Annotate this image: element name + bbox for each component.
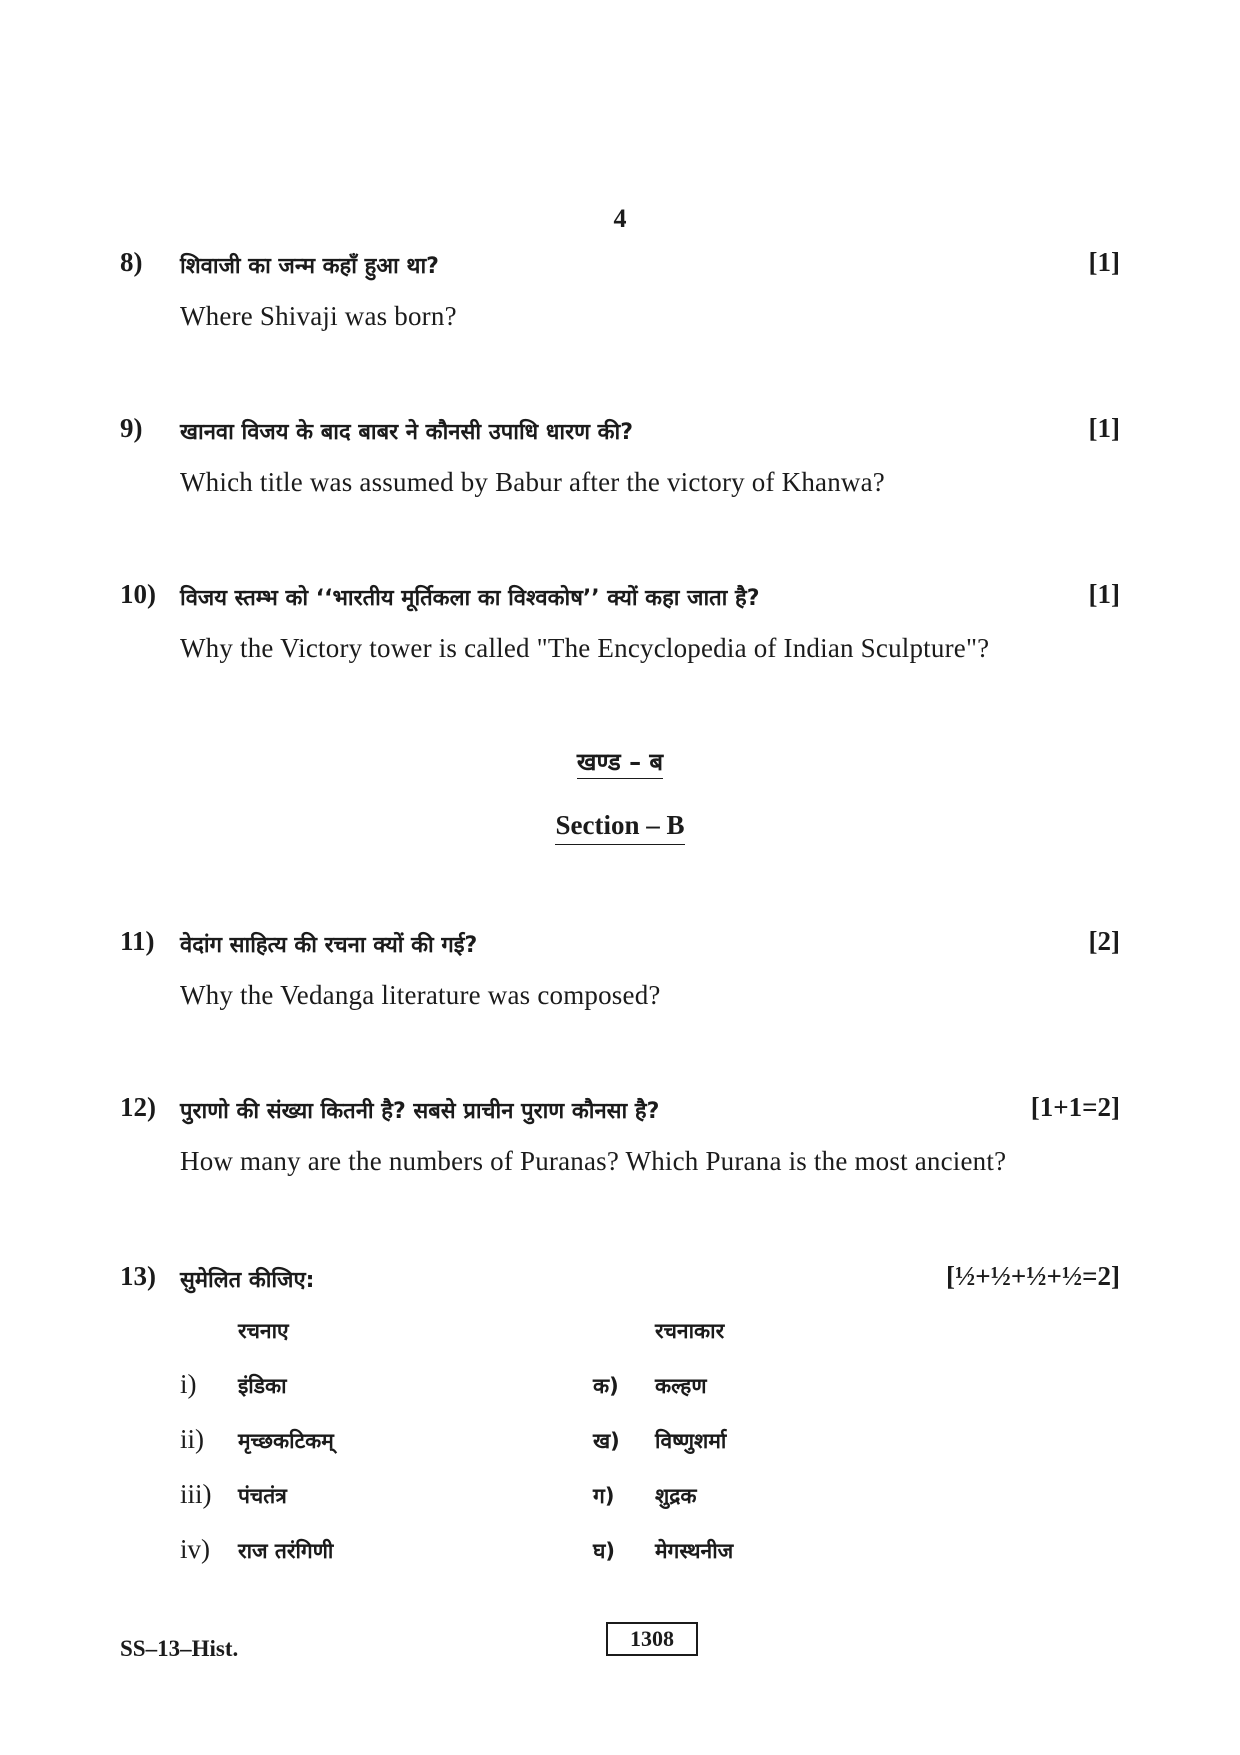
question-11-hindi: वेदांग साहित्य की रचना क्यों की गई? [180,933,478,958]
question-12-hindi: पुराणो की संख्या कितनी है? सबसे प्राचीन पुराण कौनसा है? [180,1099,660,1124]
match-row-3-letter: ग) [593,1484,615,1508]
question-8-hindi: शिवाजी का जन्म कहाँ हुआ था? [180,254,439,279]
page-number: 4 [613,204,627,233]
question-9-hindi: खानवा विजय के बाद बाबर ने कौनसी उपाधि धारण की? [180,420,633,445]
section-heading-english-text: Section – B [555,811,684,845]
match-row-3-author: शुद्रक [655,1484,697,1508]
footer-paper-code: SS–13–Hist. [120,1636,239,1661]
match-row-2-roman: ii) [180,1424,204,1454]
section-heading-hindi [0,748,1240,779]
question-13-number: 13) [120,1261,156,1291]
question-13-hindi: सुमेलित कीजिए: [180,1268,315,1293]
match-row-2-letter: ख) [593,1429,620,1453]
question-11-number: 11) [120,926,155,956]
question-10-english: Why the Victory tower is called "The Encyclopedia of Indian Sculpture"? [180,633,990,663]
match-row-1-letter: क) [593,1374,619,1398]
question-10-marks: [1] [1088,579,1120,609]
match-row-1-roman: i) [180,1369,197,1399]
match-row-3-work: पंचतंत्र [238,1484,287,1508]
match-left-heading: रचनाए [238,1319,289,1343]
question-8-marks: [1] [1088,247,1120,277]
match-row-4-author: मेगस्थनीज [655,1539,734,1563]
question-9-marks: [1] [1088,413,1120,443]
match-row-2-author: विष्णुशर्मा [655,1429,727,1453]
footer-code-box: 1308 [606,1622,698,1656]
question-11-english: Why the Vedanga literature was composed? [180,980,661,1010]
match-right-heading: रचनाकार [655,1319,725,1343]
question-8-english: Where Shivaji was born? [180,301,457,331]
question-9-number: 9) [120,413,143,443]
question-12-number: 12) [120,1092,156,1122]
question-11-marks: [2] [1088,926,1120,956]
match-row-1-work: इंडिका [238,1374,287,1398]
section-heading-english [0,810,1240,845]
match-row-1-author: कल्हण [655,1374,707,1398]
match-row-2-work: मृच्छकटिकम् [238,1429,334,1453]
question-12-marks: [1+1=2] [1030,1092,1120,1122]
question-10-hindi: विजय स्तम्भ को ‘‘भारतीय मूर्तिकला का विश्वकोष’’ क्यों कहा जाता है? [180,586,760,611]
question-8-number: 8) [120,247,143,277]
question-13-marks: [½+½+½+½=2] [945,1261,1120,1291]
match-row-4-letter: घ) [593,1539,616,1563]
question-9-english: Which title was assumed by Babur after the victory of Khanwa? [180,467,885,497]
match-row-4-work: राज तरंगिणी [238,1539,334,1563]
question-10-number: 10) [120,579,156,609]
question-12-english: How many are the numbers of Puranas? Which Purana is the most ancient? [180,1146,1007,1176]
match-row-4-roman: iv) [180,1534,210,1564]
match-row-3-roman: iii) [180,1479,212,1509]
section-heading-hindi-text: खण्ड – ब [577,749,663,779]
